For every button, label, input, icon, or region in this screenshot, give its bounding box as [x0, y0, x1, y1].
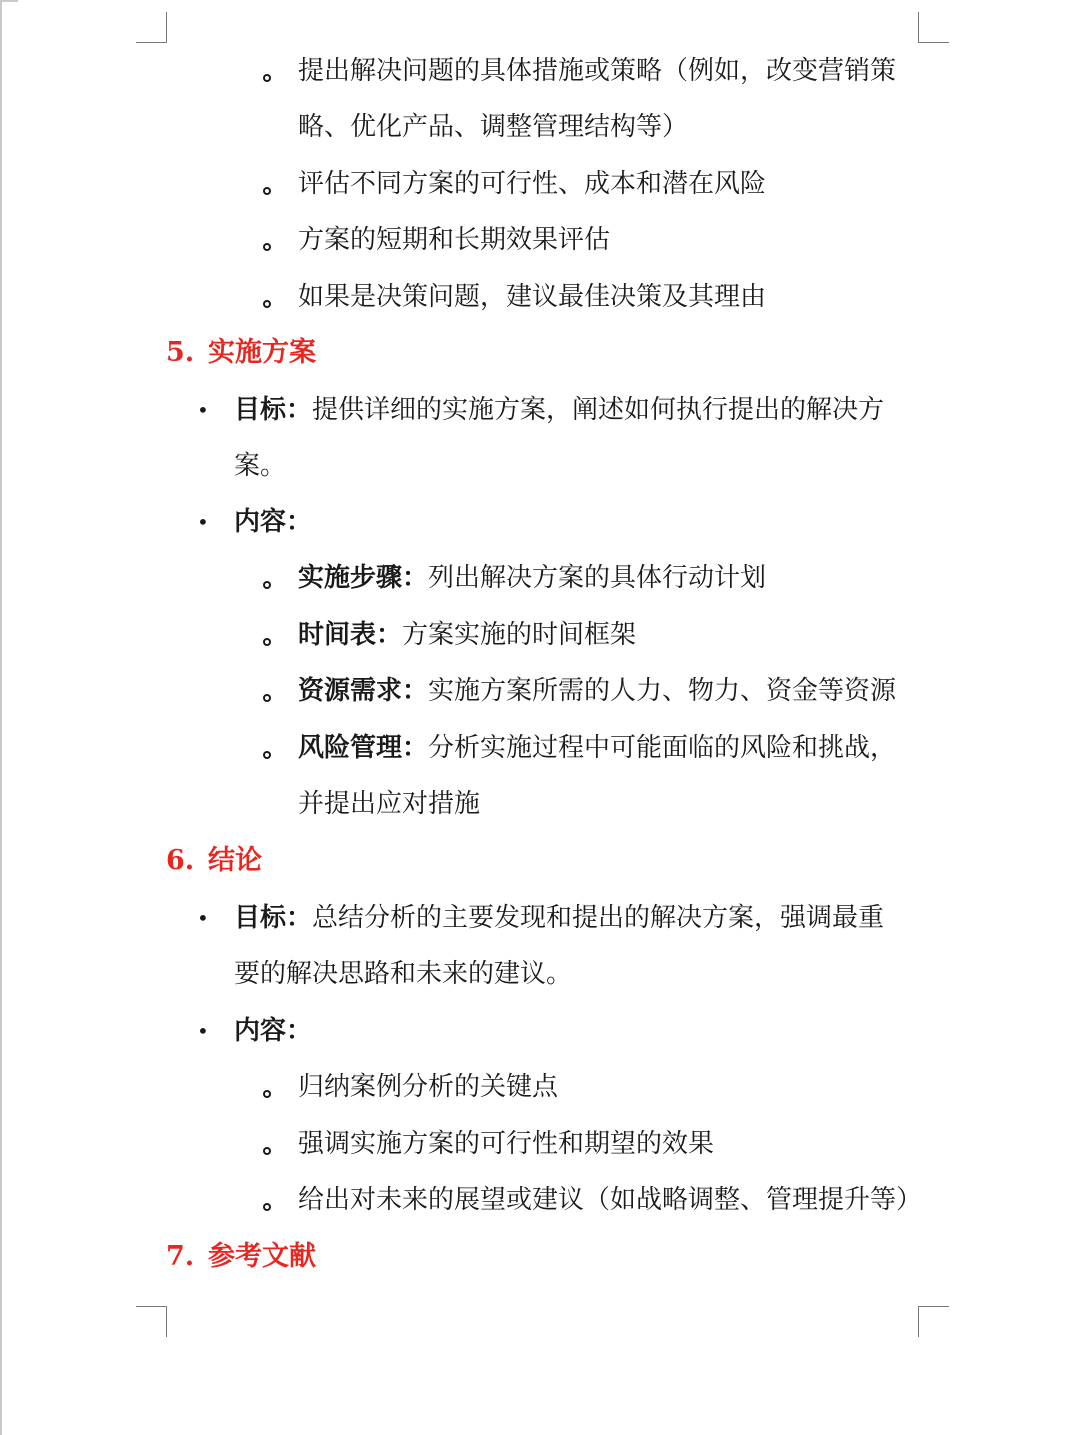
- circle-bullet-icon: [263, 1090, 271, 1098]
- circle-bullet-icon: [263, 243, 271, 251]
- list-item: 提出解决问题的具体措施或策略（例如，改变营销策: [298, 56, 897, 86]
- content-label: 内容：: [234, 507, 313, 537]
- list-item: 强调实施方案的可行性和期望的效果: [298, 1129, 715, 1159]
- list-item: [298, 730, 896, 766]
- crop-mark-top-left: [136, 12, 167, 43]
- content-label: 内容：: [234, 1016, 313, 1046]
- circle-bullet-icon: [263, 187, 271, 195]
- circle-bullet-icon: [263, 300, 271, 308]
- list-item-continued: 略、优化产品、调整管理结构等）: [298, 112, 689, 142]
- circle-bullet-icon: [263, 638, 271, 646]
- goal-text-continued: 案。: [234, 451, 287, 481]
- section-title: 实施方案: [208, 337, 316, 368]
- circle-bullet-icon: [263, 1147, 271, 1155]
- list-item: 给出对未来的展望或建议（如战略调整、管理提升等）: [298, 1185, 923, 1215]
- goal-text-continued: 要的解决思路和未来的建议。: [234, 959, 573, 989]
- circle-bullet-icon: [263, 751, 271, 759]
- circle-bullet-icon: [263, 581, 271, 589]
- section-title: 结论: [208, 845, 262, 876]
- page-left-edge: [0, 0, 2, 1435]
- page-top-edge: [0, 0, 18, 2]
- item-text: 实施方案所需的人力、物力、资金等资源: [428, 676, 897, 706]
- section-number: 5.: [166, 337, 195, 368]
- item-label: 资源需求：: [298, 676, 429, 706]
- section-number: 6.: [166, 845, 195, 876]
- crop-mark-top-right: [918, 12, 949, 43]
- item-text: 分析实施过程中可能面临的风险和挑战，: [428, 733, 897, 763]
- goal-label: 目标：: [234, 395, 313, 425]
- circle-bullet-icon: [263, 1203, 271, 1211]
- goal-text: 总结分析的主要发现和提出的解决方案，强调最重: [312, 903, 885, 933]
- item-text: 方案实施的时间框架: [402, 620, 637, 650]
- section-heading-6: [166, 843, 262, 879]
- circle-bullet-icon: [263, 694, 271, 702]
- list-item: 评估不同方案的可行性、成本和潜在风险: [298, 169, 767, 199]
- item-label: 风险管理：: [298, 733, 429, 763]
- list-item: 归纳案例分析的关键点: [298, 1072, 559, 1102]
- list-item: [298, 560, 766, 596]
- section-heading-5: [166, 335, 316, 371]
- section-number: 7.: [166, 1241, 195, 1272]
- list-item: 方案的短期和长期效果评估: [298, 225, 611, 255]
- list-item-continued: 并提出应对措施: [298, 789, 481, 819]
- item-label: 时间表：: [298, 620, 403, 650]
- disc-bullet-icon: •: [197, 1019, 209, 1043]
- crop-mark-bottom-right: [918, 1306, 949, 1337]
- item-label: 实施步骤：: [298, 563, 429, 593]
- item-text: 列出解决方案的具体行动计划: [428, 563, 767, 593]
- goal-line: [234, 900, 884, 936]
- goal-line: [234, 392, 884, 428]
- disc-bullet-icon: •: [197, 906, 209, 930]
- section-heading-7: [166, 1239, 316, 1275]
- disc-bullet-icon: •: [197, 510, 209, 534]
- crop-mark-bottom-left: [136, 1306, 167, 1337]
- circle-bullet-icon: [263, 74, 271, 82]
- list-item: [298, 673, 896, 709]
- goal-label: 目标：: [234, 903, 313, 933]
- list-item: 如果是决策问题，建议最佳决策及其理由: [298, 282, 767, 312]
- section-title: 参考文献: [208, 1241, 316, 1272]
- list-item: [298, 617, 636, 653]
- disc-bullet-icon: •: [197, 398, 209, 422]
- goal-text: 提供详细的实施方案，阐述如何执行提出的解决方: [312, 395, 885, 425]
